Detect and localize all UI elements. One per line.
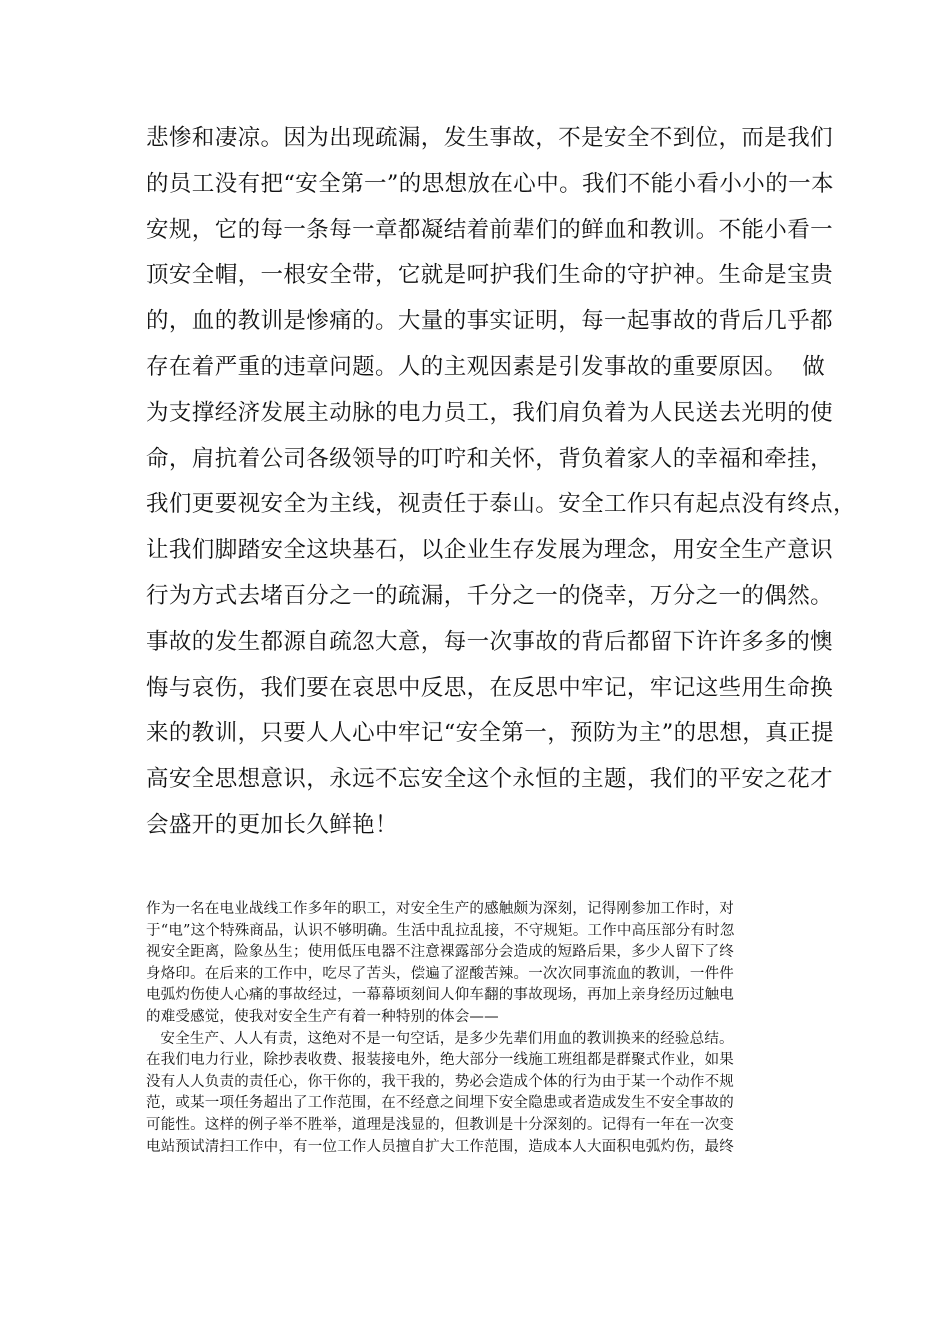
paragraph-line: 我们更要视安全为主线，视责任于泰山。安全工作只有起点没有终点， bbox=[146, 491, 856, 518]
small-text-section bbox=[146, 899, 816, 1158]
paragraph-line: 会盛开的更加长久鲜艳！ bbox=[146, 811, 398, 838]
paragraph-line: 行为方式去堵百分之一的疏漏，千分之一的侥幸，万分之一的偶然。 bbox=[146, 582, 834, 609]
paragraph-line: 在我们电力行业，除抄表收费、报装接电外，绝大部分一线施工班组都是群聚式作业，如果 bbox=[146, 1052, 734, 1069]
small-paragraph-2 bbox=[146, 1029, 816, 1159]
paragraph-line: 悔与哀伤，我们要在哀思中反思，在反思中牢记，牢记这些用生命换 bbox=[146, 674, 834, 701]
paragraph-line: 视安全距离，险象丛生；使用低压电器不注意裸露部分会造成的短路后果，多少人留下了终 bbox=[146, 944, 734, 961]
paragraph-line: 为支撑经济发展主动脉的电力员工，我们肩负着为人民送去光明的使 bbox=[146, 399, 834, 426]
paragraph-line: 作为一名在电业战线工作多年的职工，对安全生产的感触颇为深刻，记得刚参加工作时，对 bbox=[146, 901, 734, 917]
paragraph-line: 范，或某一项任务超出了工作范围，在不经意之间埋下安全隐患或者造成发生不安全事故的 bbox=[146, 1095, 734, 1112]
paragraph-line: 来的教训，只要人人心中牢记“安全第一，预防为主”的思想，真正提 bbox=[146, 720, 834, 747]
paragraph-line: 身烙印。在后来的工作中，吃尽了苦头，偿遍了涩酸苦辣。一次次同事流血的教训，一件件 bbox=[146, 965, 734, 982]
paragraph-line: 命，肩抗着公司各级领导的叮咛和关怀，背负着家人的幸福和牵挂， bbox=[146, 445, 834, 472]
paragraph-line: 可能性。这样的例子举不胜举，道理是浅显的，但教训是十分深刻的。记得有一年在一次变 bbox=[146, 1116, 734, 1133]
paragraph-line: 没有人人负责的责任心，你干你的，我干我的，势必会造成个体的行为由于某一个动作不规 bbox=[146, 1073, 734, 1090]
paragraph-line: 顶安全帽，一根安全带，它就是呵护我们生命的守护神。生命是宝贵 bbox=[146, 262, 834, 289]
small-paragraph-1 bbox=[146, 899, 816, 1029]
paragraph-line: 存在着严重的违章问题。人的主观因素是引发事故的重要原因。 做 bbox=[146, 353, 826, 380]
paragraph-line: 的难受感觉，使我对安全生产有着一种特别的体会—— bbox=[146, 1008, 499, 1025]
paragraph-line: 电弧灼伤使人心痛的事故经过，一幕幕顷刻间人仰车翻的事故现场，再加上亲身经历过触电 bbox=[146, 987, 734, 1004]
paragraph-line: 于“电”这个特殊商品，认识不够明确。生活中乱拉乱接，不守规矩。工作中高压部分有时忽 bbox=[146, 922, 735, 939]
paragraph-line: 事故的发生都源自疏忽大意，每一次事故的背后都留下许许多多的懊 bbox=[146, 628, 834, 655]
paragraph-line: 安全生产、人人有责，这绝对不是一句空话，是多少先辈们用血的教训换来的经验总结。 bbox=[146, 1030, 734, 1047]
paragraph-line: 的，血的教训是惨痛的。大量的事实证明，每一起事故的背后几乎都 bbox=[146, 308, 834, 335]
paragraph-line: 电站预试清扫工作中，有一位工作人员擅自扩大工作范围，造成本人大面积电弧灼伤，最终 bbox=[146, 1138, 734, 1155]
paragraph-line: 的员工没有把“安全第一”的思想放在心中。我们不能小看小小的一本 bbox=[146, 170, 834, 197]
paragraph-line: 安规，它的每一条每一章都凝结着前辈们的鲜血和教训。不能小看一 bbox=[146, 216, 834, 243]
paragraph-line: 让我们脚踏安全这块基石，以企业生存发展为理念，用安全生产意识 bbox=[146, 537, 834, 564]
paragraph-line: 悲惨和凄凉。因为出现疏漏，发生事故，不是安全不到位，而是我们 bbox=[146, 125, 834, 151]
large-text-paragraph bbox=[146, 116, 856, 849]
paragraph-line: 高安全思想意识，永远不忘安全这个永恒的主题，我们的平安之花才 bbox=[146, 766, 834, 793]
